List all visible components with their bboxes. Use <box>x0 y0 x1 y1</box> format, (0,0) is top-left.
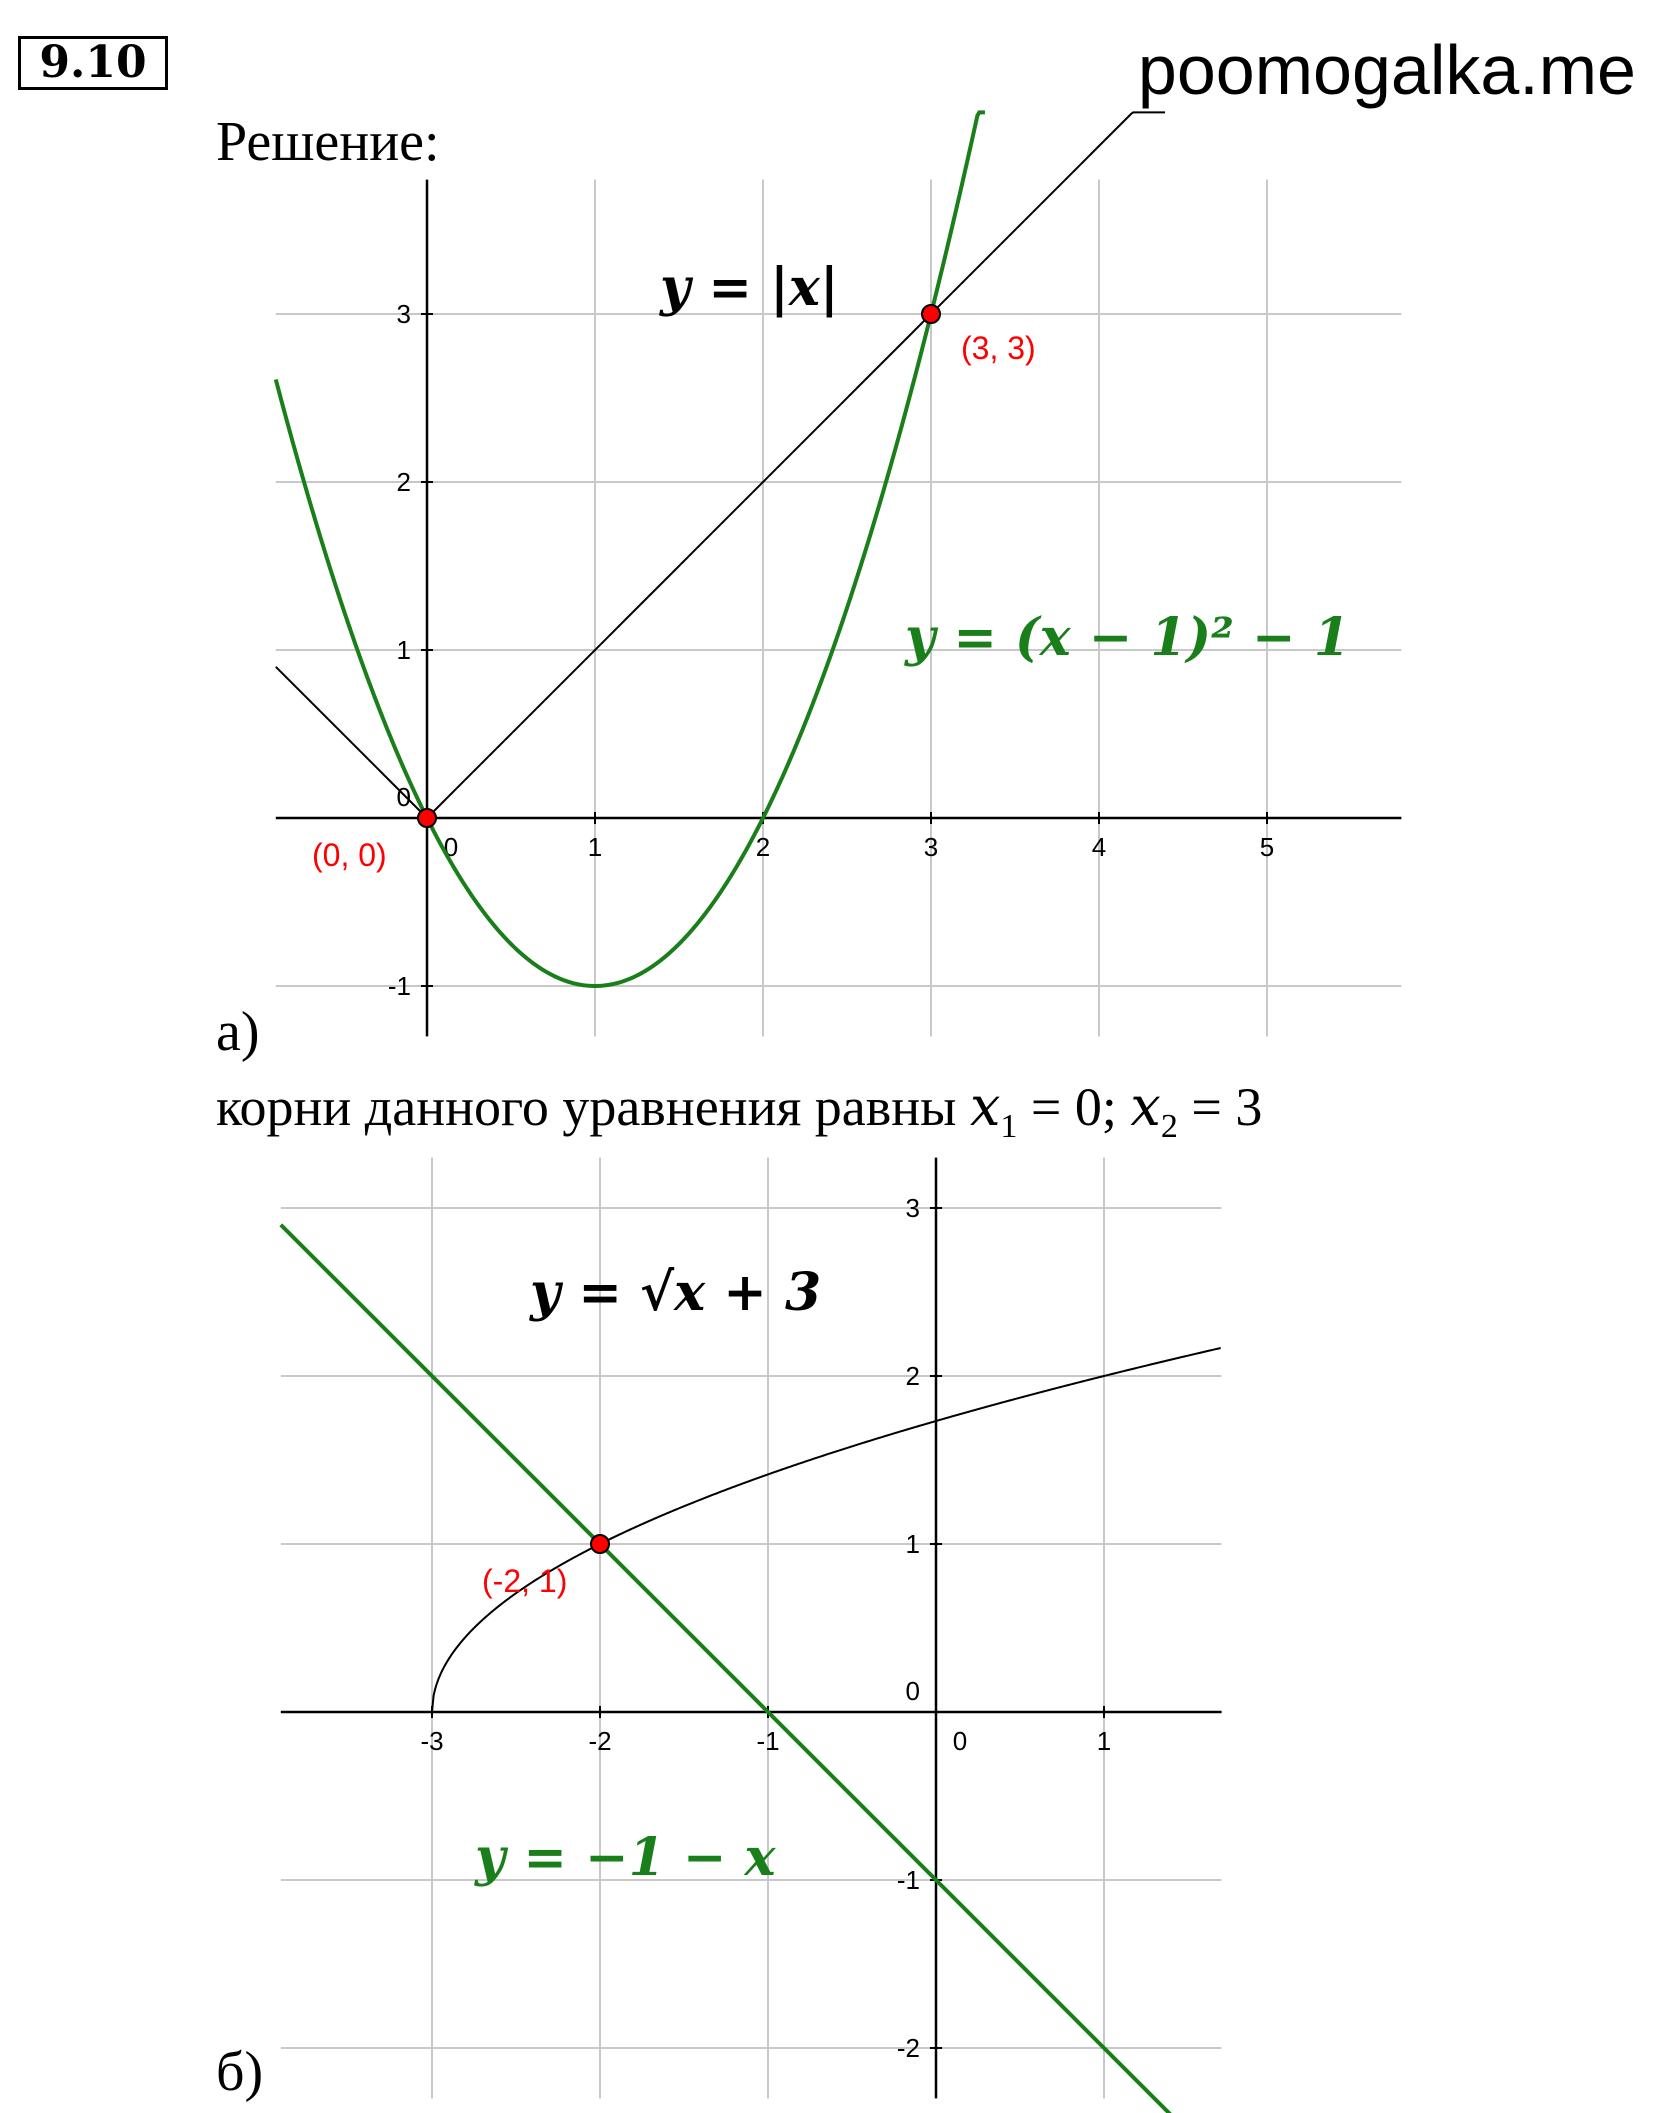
x1-value: = 0; <box>1017 1077 1131 1137</box>
part-b-label: б) <box>216 2041 264 2103</box>
roots-prefix: корни данного уравнения равны <box>216 1077 970 1137</box>
ga-x-tick-label: 1 <box>587 832 603 862</box>
x2-value: = 3 <box>1177 1077 1263 1137</box>
graph-a-points <box>312 305 1036 873</box>
x1-var: x <box>969 1075 1001 1138</box>
ga-y-tick-label: 0 <box>396 782 411 812</box>
ga-x-tick-label: 0 <box>443 832 459 862</box>
ga-x-tick-label: 2 <box>755 832 771 862</box>
gb-x-tick-label: -1 <box>756 1726 780 1756</box>
gb-intersection-point <box>591 1535 609 1553</box>
gb-x-tick-label: -3 <box>420 1726 444 1756</box>
graph-a <box>276 112 1402 1036</box>
gb-y-tick-label: 3 <box>905 1193 920 1223</box>
gb-point-label: (-2, 1) <box>482 1563 568 1599</box>
graph-a-abs-line <box>276 112 1165 817</box>
graph-b <box>281 1158 1222 2113</box>
gb-x-tick-label: 1 <box>1096 1726 1112 1756</box>
gb-x-tick-label: -2 <box>588 1726 612 1756</box>
graph-b-line <box>281 1225 1222 2113</box>
site-name: poomogalka.me <box>1137 31 1636 109</box>
gb-y-tick-label: -2 <box>896 2033 920 2063</box>
graph-a-label-abs: y = |x| <box>660 257 839 318</box>
graph-b-label-line: y = −1 − x <box>475 1827 776 1888</box>
gb-y-tick-label: -1 <box>896 1865 920 1895</box>
problem-number: 9.10 <box>18 36 168 90</box>
x2-sub: 2 <box>1160 1107 1178 1145</box>
graph-b-ticks <box>420 1193 1111 2063</box>
x2-var: x <box>1130 1075 1161 1138</box>
ga-y-tick-label: 2 <box>396 467 411 497</box>
gb-y-tick-label: 1 <box>905 1529 920 1559</box>
ga-y-tick-label: 1 <box>396 635 411 665</box>
gb-y-tick-label: 2 <box>905 1361 920 1391</box>
ga-intersection-point <box>922 305 940 323</box>
roots-conclusion <box>216 1075 1262 1146</box>
graph-a-label-parabola: y = (x − 1)² − 1 <box>905 607 1350 668</box>
x1-sub: 1 <box>1000 1107 1018 1145</box>
gb-y-tick-label: 0 <box>905 1676 920 1706</box>
ga-intersection-point <box>418 809 436 827</box>
graph-b-label-sqrt: y = √x + 3 <box>530 1262 822 1323</box>
graph-b-sqrt-curve <box>432 1348 1221 1712</box>
part-a-label: а) <box>216 1001 260 1063</box>
ga-y-tick-label: -1 <box>387 971 411 1001</box>
gb-x-tick-label: 0 <box>952 1726 968 1756</box>
ga-y-tick-label: 3 <box>396 299 411 329</box>
ga-point-label: (0, 0) <box>312 837 387 873</box>
solution-heading: Решение: <box>216 111 440 173</box>
ga-point-label: (3, 3) <box>961 330 1036 366</box>
ga-x-tick-label: 4 <box>1091 832 1107 862</box>
ga-x-tick-label: 5 <box>1259 832 1275 862</box>
ga-x-tick-label: 3 <box>923 832 939 862</box>
